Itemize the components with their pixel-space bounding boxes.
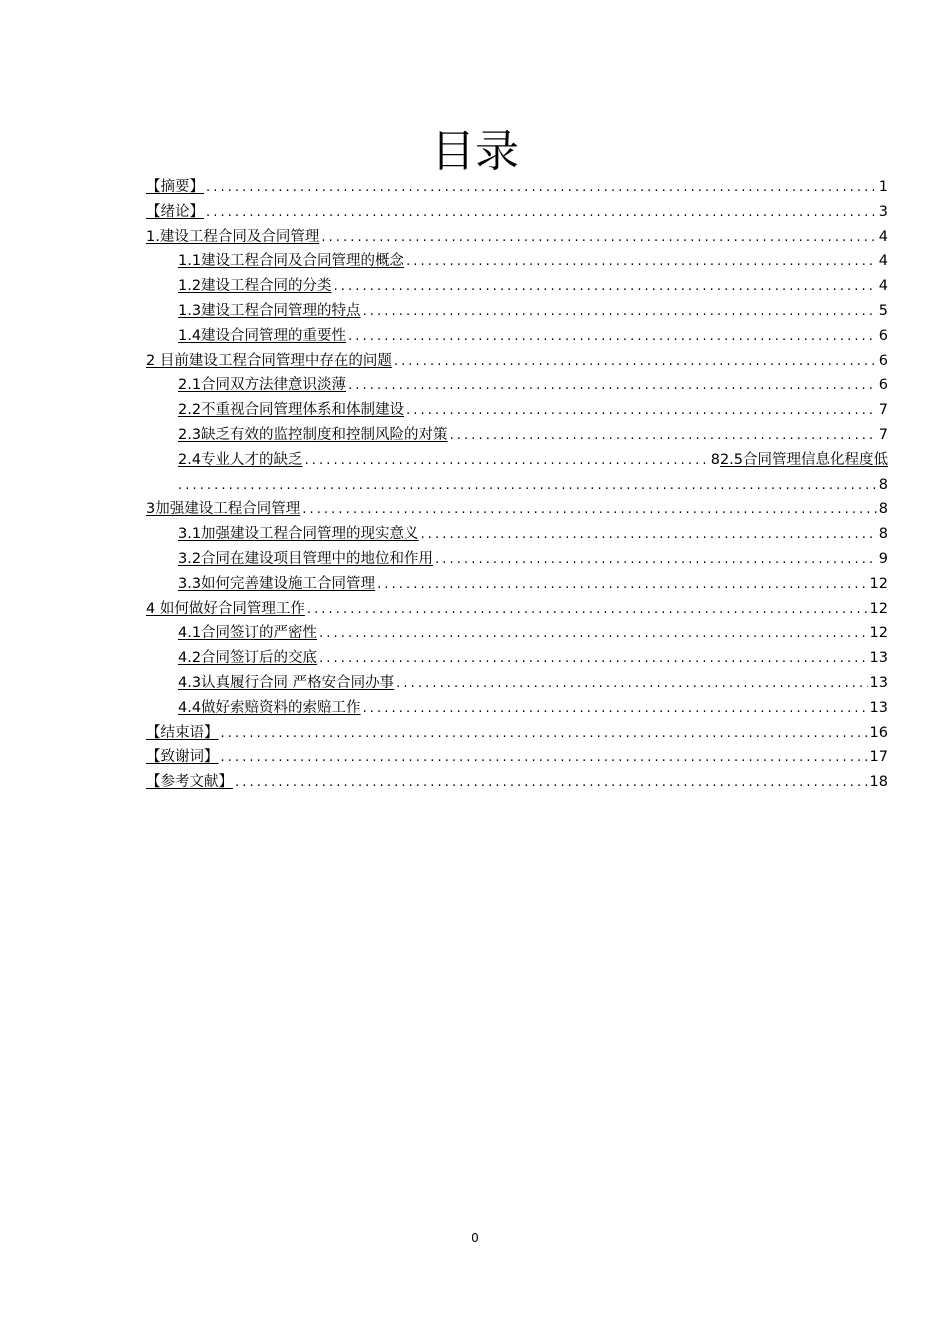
toc-entry-page: 8: [878, 476, 888, 493]
toc-entry-page: 16: [869, 724, 888, 741]
toc-entry-page: 13: [869, 650, 888, 667]
dot-leader: [363, 697, 868, 721]
dot-leader: [206, 176, 877, 200]
dot-leader: [377, 573, 867, 597]
toc-entry-page: 13: [869, 674, 888, 691]
toc-entry-page: 7: [878, 402, 888, 419]
toc-entry-label[interactable]: 2.3缺乏有效的监控制度和控制风险的对策: [178, 426, 448, 443]
toc-entry-label[interactable]: 1.3建设工程合同管理的特点: [178, 302, 361, 319]
toc-entry-label[interactable]: 【摘要】: [146, 179, 204, 195]
toc-entry-page: 4: [878, 228, 888, 245]
toc-entry-page: 13: [869, 699, 888, 716]
toc-entry-label[interactable]: 4 如何做好合同管理工作: [146, 600, 305, 617]
dot-leader: [363, 300, 877, 324]
toc-entry-label[interactable]: 【致谢词】: [146, 749, 219, 766]
toc-entry-section-4-1[interactable]: [146, 621, 888, 646]
toc-entry-section-1-2[interactable]: [146, 274, 888, 299]
dot-leader: [221, 746, 868, 770]
dot-leader: [450, 424, 877, 448]
dot-leader: [206, 201, 877, 225]
toc-entry-label[interactable]: 4.1合同签订的严密性: [178, 625, 318, 642]
toc-entry-section-2-2[interactable]: [146, 398, 888, 423]
toc-entry-label[interactable]: 2 目前建设工程合同管理中存在的问题: [146, 352, 392, 369]
dot-leader: [348, 325, 877, 349]
dot-leader: [221, 722, 868, 746]
toc-entry-label[interactable]: 2.2不重视合同管理体系和体制建设: [178, 402, 405, 419]
toc-entry-page: 12: [869, 600, 888, 617]
toc-entry-page: 8: [878, 526, 888, 543]
toc-entry-label[interactable]: 1.4建设合同管理的重要性: [178, 327, 347, 344]
toc-entry-label[interactable]: 3.3如何完善建设施工合同管理: [178, 575, 376, 592]
toc-entry-label[interactable]: 1.2建设工程合同的分类: [178, 278, 332, 295]
toc-entry-references[interactable]: [146, 770, 888, 795]
dot-leader: [178, 474, 877, 498]
toc-entry-section-4-3[interactable]: [146, 671, 888, 696]
toc-entry-acknowledgements[interactable]: [146, 745, 888, 770]
toc-entry-page: 5: [878, 302, 888, 319]
toc-entry-section-2-3[interactable]: [146, 423, 888, 448]
toc-entry-section-3-3[interactable]: [146, 572, 888, 597]
toc-entry-section-1-3[interactable]: [146, 299, 888, 324]
toc-entry-section-3-2[interactable]: [146, 547, 888, 572]
dot-leader: [305, 449, 709, 473]
footer-page-number: 0: [471, 1231, 479, 1245]
toc-entry-label[interactable]: 2.1合同双方法律意识淡薄: [178, 377, 347, 394]
toc-entry-section-1-1[interactable]: [146, 249, 888, 274]
toc-entry-section-1-4[interactable]: [146, 324, 888, 349]
dot-leader: [406, 399, 877, 423]
toc-entry-label[interactable]: 3.2合同在建设项目管理中的地位和作用: [178, 550, 434, 567]
toc-entry-page: 1: [878, 179, 888, 195]
toc-entry-page: 3: [878, 203, 888, 220]
dot-leader: [319, 622, 867, 646]
dot-leader: [334, 275, 877, 299]
toc-entry-section-2-1[interactable]: [146, 373, 888, 398]
toc-entry-page: 7: [878, 426, 888, 443]
toc-entry-label[interactable]: 3.1加强建设工程合同管理的现实意义: [178, 526, 419, 543]
toc-entry-page: 4: [878, 253, 888, 270]
toc-entry-page: 6: [878, 327, 888, 344]
dot-leader: [235, 771, 868, 795]
toc-entry-chapter-4[interactable]: [146, 597, 888, 622]
toc-entry-page: 18: [869, 774, 888, 791]
dot-leader: [396, 672, 867, 696]
toc-entry-label[interactable]: 【参考文献】: [146, 774, 233, 791]
dot-leader: [307, 598, 868, 622]
dot-leader: [302, 498, 877, 522]
toc-entry-label[interactable]: 1.1建设工程合同及合同管理的概念: [178, 253, 405, 270]
table-of-contents: [146, 175, 888, 795]
dot-leader: [394, 350, 877, 374]
page-title: 目录: [431, 126, 519, 177]
toc-entry-section-4-4[interactable]: [146, 696, 888, 721]
toc-entry-page: 9: [878, 550, 888, 567]
toc-entry-page: 8: [878, 501, 888, 518]
toc-entry-section-2-5[interactable]: [146, 473, 888, 498]
dot-leader: [321, 226, 876, 250]
dot-leader: [435, 548, 877, 572]
toc-entry-page: 12: [869, 625, 888, 642]
toc-entry-label[interactable]: 【绪论】: [146, 203, 204, 220]
toc-entry-abstract[interactable]: [146, 175, 888, 200]
toc-entry-label[interactable]: 4.2合同签订后的交底: [178, 650, 318, 667]
toc-entry-page: 12: [869, 575, 888, 592]
toc-entry-label[interactable]: 【结束语】: [146, 724, 219, 741]
dot-leader: [319, 647, 867, 671]
toc-entry-chapter-1[interactable]: [146, 225, 888, 250]
toc-entry-label[interactable]: 2.4专业人才的缺乏: [178, 451, 303, 468]
dot-leader: [348, 374, 877, 398]
toc-entry-label[interactable]: 4.3认真履行合同 严格安合同办事: [178, 674, 395, 691]
dot-leader: [406, 250, 877, 274]
toc-entry-chapter-2[interactable]: [146, 349, 888, 374]
toc-entry-page: 17: [869, 749, 888, 766]
toc-entry-page: 4: [878, 278, 888, 295]
toc-entry-label[interactable]: 3加强建设工程合同管理: [146, 501, 301, 518]
toc-entry-section-2-4[interactable]: [146, 448, 888, 473]
toc-entry-section-4-2[interactable]: [146, 646, 888, 671]
toc-entry-page: 8: [710, 451, 720, 468]
toc-entry-page: 6: [878, 352, 888, 369]
dot-leader: [421, 523, 877, 547]
toc-entry-section-3-1[interactable]: [146, 522, 888, 547]
toc-entry-section-2-5-label[interactable]: 2.5合同管理信息化程度低: [719, 451, 888, 468]
toc-entry-label[interactable]: 4.4做好索赔资料的索赔工作: [178, 699, 361, 716]
toc-entry-conclusion[interactable]: [146, 721, 888, 746]
toc-entry-label[interactable]: 1.建设工程合同及合同管理: [146, 228, 320, 245]
toc-entry-page: 6: [878, 377, 888, 394]
toc-entry-chapter-3[interactable]: [146, 497, 888, 522]
toc-entry-introduction[interactable]: [146, 200, 888, 225]
